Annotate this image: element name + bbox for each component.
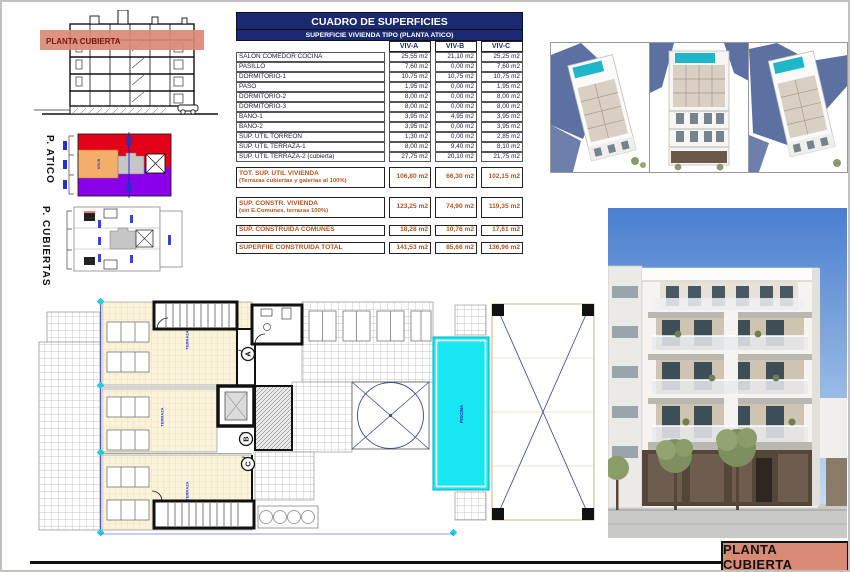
aerial-render-3: [748, 43, 847, 172]
atico-plan-label: P. ATICO: [44, 135, 55, 184]
svg-text:C: C: [243, 461, 253, 467]
roof-floor-plan: [37, 295, 597, 540]
aerial-render-2: [649, 43, 748, 172]
table-row: PASILLO 7,60 m2 0,00 m2 7,60 m2: [236, 62, 523, 72]
svg-text:TERRAZA: TERRAZA: [159, 407, 165, 427]
table-row: DORMITORIO-3 8,00 m2 0,00 m2 8,00 m2: [236, 102, 523, 112]
cubiertas-key-diagram: [58, 205, 183, 277]
sheet-title-box: [721, 541, 849, 572]
svg-text:B: B: [241, 436, 251, 442]
atico-core-shape: [118, 153, 144, 174]
col-viv-b: VIV-B: [435, 41, 477, 52]
table-row: SUP. ÚTIL TORREON 1,30 m2 0,00 m2 2,85 m2: [236, 132, 523, 142]
sheet-title: PLANTA CUBIERTA: [723, 541, 793, 572]
cubiertas-plan-label: P. CUBIERTAS: [40, 206, 51, 287]
table-row: SUP. ÚTIL TERRAZA-1 8,00 m2 9,40 m2 8,10 m2: [236, 142, 523, 152]
footer-rule: [30, 561, 721, 564]
stair-core: [255, 386, 292, 450]
table-row: SUP. ÚTIL TERRAZA-2 (cubierta) 27,75 m2 20,10 m2 21,75 m2: [236, 152, 523, 162]
table-row: PASO 1,95 m2 0,00 m2 1,95 m2: [236, 82, 523, 92]
section-highlight-label: PLANTA CUBIERTA: [46, 37, 121, 46]
svg-text:TERRAZA: TERRAZA: [184, 481, 190, 501]
street-render: [608, 208, 847, 538]
svg-text:A: A: [243, 351, 253, 357]
surface-table-totals: [236, 167, 523, 254]
table-row: DORMITORIO-2 8,00 m2 0,00 m2 8,00 m2: [236, 92, 523, 102]
building-section-drawing: [32, 10, 222, 122]
pergola-frame: [492, 304, 594, 520]
table-total-row: TOT. SUP. UTIL VIVIENDA (Terrazas cubiertas y galerias al 100%) 106,80 m2 66,30 m2 102,15 m2: [236, 167, 523, 188]
col-viv-c: VIV-C: [481, 41, 523, 52]
aerial-renders-strip: [550, 42, 848, 173]
table-row: BAÑO-2 3,95 m2 0,00 m2 3,95 m2: [236, 122, 523, 132]
surface-table: [236, 12, 523, 254]
pool: [433, 337, 489, 490]
col-viv-a: VIV-A: [389, 41, 431, 52]
skylight-dome: [352, 382, 429, 449]
table-column-headers: [236, 41, 523, 52]
pool-label: PISCINA: [459, 404, 464, 424]
table-title: CUADRO DE SUPERFICIES: [236, 12, 523, 29]
table-total-row: SUP. CONSTRUIDA COMUNES 18,28 m2 10,76 m2 17,61 m2: [236, 225, 523, 236]
table-row: SALON COMEDOR COCINA 25,55 m2 21,10 m2 25,25 m2: [236, 52, 523, 62]
table-row: DORMITORIO-1 10,75 m2 10,75 m2 10,75 m2: [236, 72, 523, 82]
table-total-row: SUP. CONSTR. VIVIENDA (sin E.Comunes, terrazas 100%) 123,25 m2 74,90 m2 119,35 m2: [236, 197, 523, 218]
atico-unit-label: VIV-B: [96, 158, 101, 170]
surface-table-body: [236, 52, 523, 162]
table-subtitle: SUPERFICIE VIVIENDA TIPO (PLANTA ATICO): [236, 29, 523, 41]
atico-key-diagram: [62, 132, 179, 200]
tanks-row: [258, 506, 318, 528]
table-row: BAÑO-1 3,95 m2 4,95 m2 3,95 m2: [236, 112, 523, 122]
balcony-floors: [648, 312, 812, 442]
svg-text:TERRAZA: TERRAZA: [184, 330, 190, 350]
aerial-render-1: [551, 43, 649, 172]
table-total-row: SUPERFIIE CONSTRUIDA TOTAL 141,53 m2 85,66 m2 136,96 m2: [236, 242, 523, 254]
